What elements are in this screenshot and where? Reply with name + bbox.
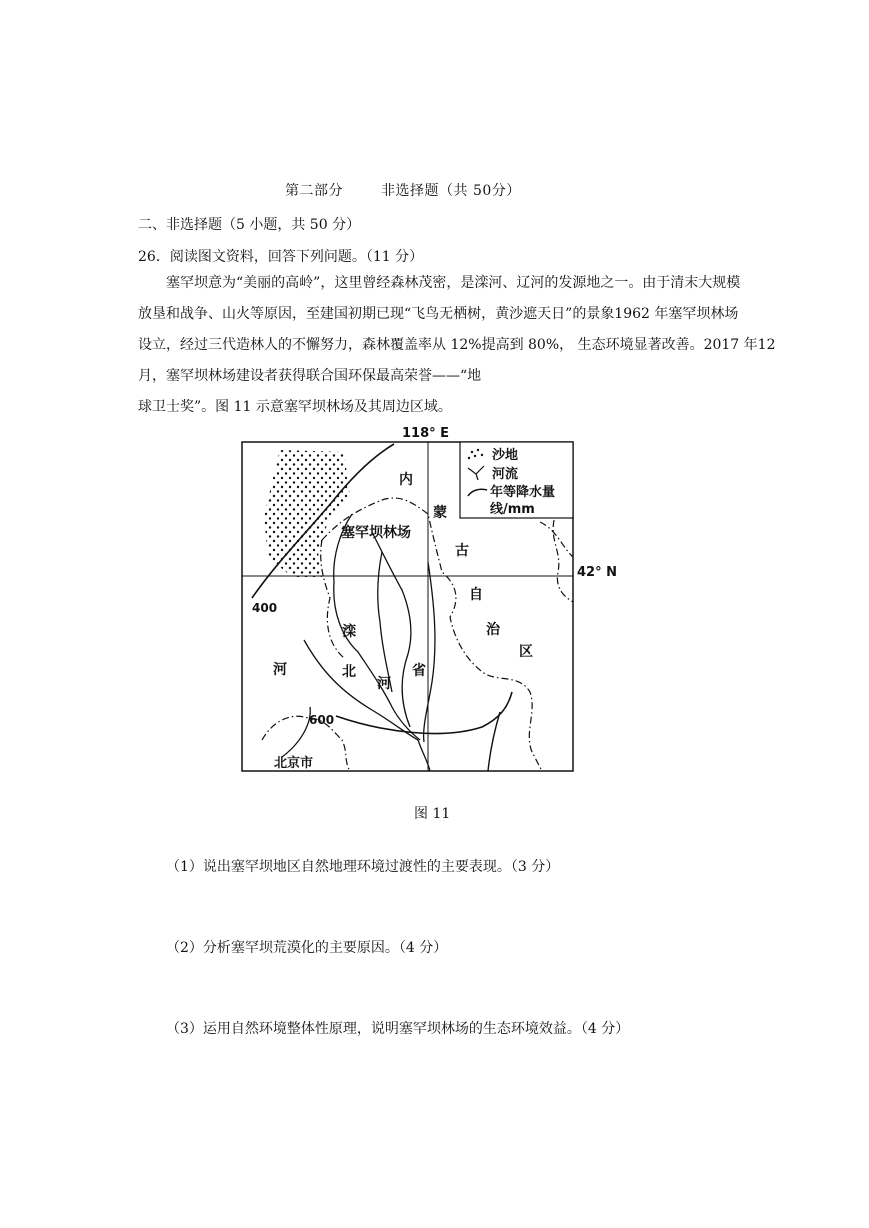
label-he-province: 河	[273, 662, 287, 678]
latitude-label: 42° N	[577, 565, 617, 580]
label-luan: 滦	[342, 624, 356, 640]
river-tributary-1	[372, 532, 411, 727]
section-title	[285, 180, 521, 200]
label-qu: 区	[519, 644, 533, 660]
label-gu: 古	[455, 543, 469, 559]
label-nei: 内	[399, 472, 413, 488]
paragraph-line: 放垦和战争、山火等原因，至建国初期已现“飞鸟无栖树，黄沙遮天日”的景象1962 年塞罕坝林场	[138, 306, 739, 322]
subquestion-2: （2）分析塞罕坝荒漠化的主要原因。（4 分）	[166, 940, 448, 956]
section-part: 第二部分	[285, 183, 343, 199]
label-bei: 北	[342, 664, 356, 680]
label-forest-farm: 塞罕坝林场	[341, 525, 411, 541]
subquestion-1: （1）说出塞罕坝地区自然地理环境过渡性的主要表现。（3 分）	[166, 859, 560, 875]
figure-caption: 图 11	[414, 806, 451, 822]
label-sheng: 省	[412, 663, 426, 679]
label-river-he: 河	[377, 676, 391, 692]
paragraph-line: 月，塞罕坝林场建设者获得联合国环保最高荣誉——“地	[138, 368, 482, 384]
question-paragraph	[138, 268, 776, 423]
label-meng: 蒙	[433, 505, 447, 521]
label-beijing: 北京市	[274, 756, 314, 771]
question-type-heading: 二、非选择题（5 小题，共 50 分）	[138, 217, 361, 233]
label-zhi: 治	[486, 622, 500, 638]
label-isohyet-400: 400	[252, 601, 278, 615]
river-tributary-3	[424, 562, 435, 742]
question-26-heading: 26．阅读图文资料，回答下列问题。（11 分）	[138, 249, 424, 265]
legend-river-label: 河流	[492, 467, 519, 482]
subquestion-3: （3）运用自然环境整体性原理，说明塞罕坝林场的生态环境效益。（4 分）	[166, 1021, 630, 1037]
paragraph-line: 塞罕坝意为“美丽的高岭”，这里曾经森林茂密，是滦河、辽河的发源地之一。由于清末大规模	[166, 275, 741, 291]
legend-sand-label: 沙地	[492, 448, 519, 463]
section-title-text: 非选择题（共 50分）	[381, 183, 521, 199]
boundary-east	[553, 520, 573, 602]
boundary-west	[321, 540, 344, 658]
isohyet-600-tail	[488, 712, 500, 771]
river-beijing	[282, 707, 310, 757]
label-zi: 自	[469, 587, 483, 603]
label-isohyet-600: 600	[309, 713, 335, 727]
paragraph-line: 球卫士奖”。图 11 示意塞罕坝林场及其周边区域。	[138, 399, 452, 415]
boundary-northeast	[540, 522, 573, 557]
longitude-label: 118° E	[402, 426, 450, 441]
legend-isohyet-label-2: 线/mm	[490, 502, 535, 517]
map-svg	[232, 422, 622, 777]
paragraph-line: 设立，经过三代造林人的不懈努力，森林覆盖率从 12%提高到 80%， 生态环境显著改善。2017 年12	[138, 337, 776, 353]
sand-area	[264, 450, 350, 577]
legend-isohyet-label-1: 年等降水量	[490, 485, 556, 500]
river-tributary-2	[378, 552, 392, 692]
map-figure	[232, 422, 622, 777]
